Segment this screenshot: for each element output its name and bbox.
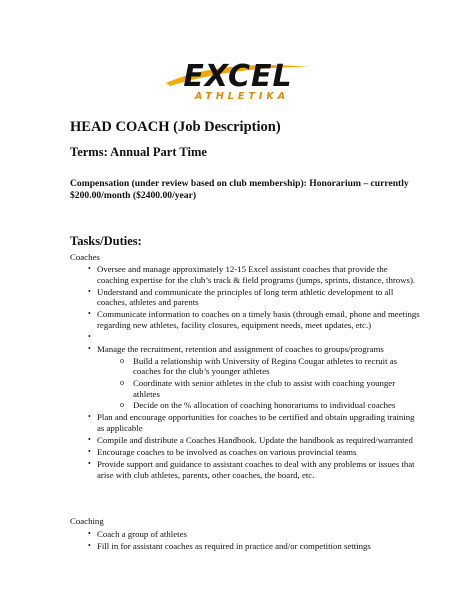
hollow-bullet-icon: o	[120, 377, 124, 387]
bullet-icon: •	[88, 541, 91, 551]
sub-list-item	[97, 378, 420, 399]
bullet-icon: •	[88, 332, 91, 342]
terms-heading: Terms: Annual Part Time	[70, 145, 207, 159]
list-item	[70, 435, 420, 446]
list-item-text: Compile and distribute a Coaches Handbook. Update the handbook as required/warranted	[97, 434, 413, 445]
list-item	[70, 529, 420, 540]
list-item	[70, 309, 420, 330]
list-item	[70, 541, 420, 552]
list-item-text: Provide support and guidance to assistant coaches to deal with any problems or issues that arise with club athletes, parents, other coaches, the board, etc.	[97, 459, 415, 480]
logo-main-text: EXCEL	[183, 59, 293, 94]
excel-athletika-logo	[160, 53, 316, 103]
logo-graphic	[160, 53, 316, 103]
bullet-icon: •	[88, 459, 91, 469]
sub-list-item-text: Decide on the % allocation of coaching honorariums to individual coaches	[133, 400, 396, 411]
list-item-text: Fill in for assistant coaches as required in practice and/or competition settings	[97, 541, 371, 552]
list-item	[70, 459, 420, 480]
hollow-bullet-icon: o	[120, 400, 124, 410]
sub-list-item-text: Build a relationship with University of Regina Cougar athletes to recruit as coaches for the club’s younger athletes	[133, 355, 398, 377]
page-title: HEAD COACH (Job Description)	[70, 119, 281, 135]
bullet-icon: •	[88, 264, 91, 273]
list-item-text: Oversee and manage approximately 12-15 Excel assistant coaches that provide the coaching expertise for the club’s track & field programs (jumps, sprints, distance, throws).	[97, 264, 416, 285]
list-item	[70, 447, 420, 458]
list-item	[70, 412, 420, 433]
coaching-label: Coaching	[70, 516, 104, 526]
bullet-icon: •	[88, 412, 91, 422]
list-item	[70, 332, 420, 343]
bullet-icon: •	[88, 434, 91, 444]
list-item-text: Encourage coaches to be involved as coaches on various provincial teams	[97, 447, 357, 457]
list-item-text: Communicate information to coaches on a timely basis (through email, phone and meetings regarding new athletes, facility closures, equipment needs, meet updates, etc.)	[97, 309, 420, 330]
list-item	[70, 287, 420, 308]
bullet-icon: •	[88, 447, 91, 456]
sub-list-item	[97, 400, 420, 411]
list-item	[70, 344, 420, 411]
logo-sub-text: ATHLETIKA	[194, 91, 290, 102]
list-item	[70, 264, 420, 285]
coaching-duties-list	[70, 529, 420, 553]
sub-list-item-text: Coordinate with senior athletes in the club to assist with coaching younger athletes	[133, 377, 396, 399]
tasks-heading: Tasks/Duties:	[70, 234, 142, 248]
list-item-text: Understand and communicate the principles of long term athletic development to all coaches, athletes and parents	[97, 286, 394, 308]
coaches-duties-list	[70, 264, 420, 482]
list-item-text: Manage the recruitment, retention and assignment of coaches to groups/programs	[97, 344, 384, 355]
bullet-icon: •	[88, 309, 91, 319]
list-item-text: Plan and encourage opportunities for coaches to be certified and obtain upgrading training as applicable	[97, 412, 415, 433]
compensation-text: Compensation (under review based on club membership): Honorarium – currently $200.00/month ($2400.00/year)	[70, 178, 409, 201]
bullet-icon: •	[88, 344, 91, 354]
bullet-icon: •	[88, 286, 91, 296]
sub-list-item	[97, 356, 420, 377]
bullet-icon: •	[88, 529, 91, 538]
sub-list	[97, 356, 420, 411]
list-item-text: Coach a group of athletes	[97, 529, 187, 539]
hollow-bullet-icon: o	[120, 355, 124, 365]
coaches-label: Coaches	[70, 252, 100, 262]
